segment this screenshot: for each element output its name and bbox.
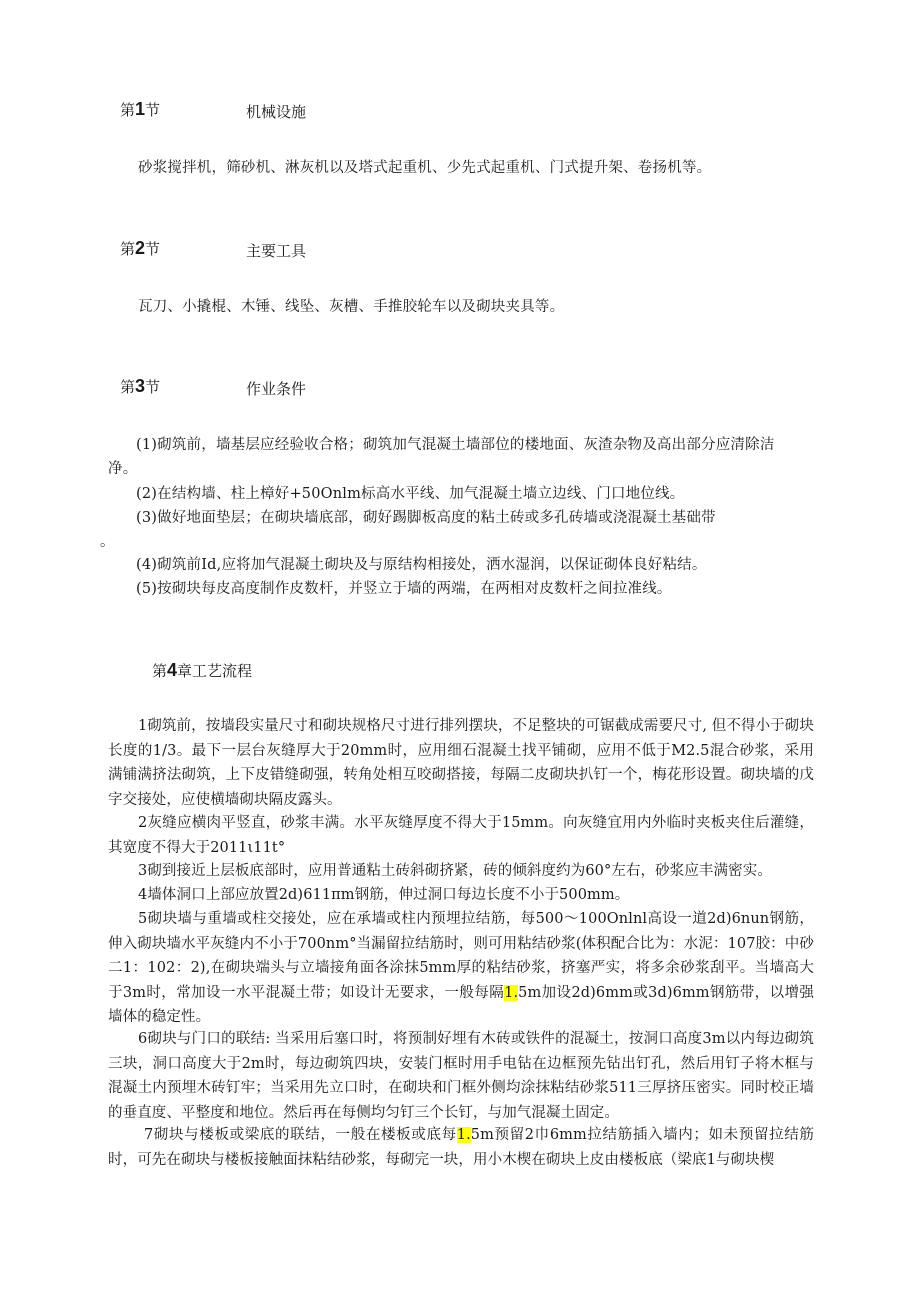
highlighted-number: 1. bbox=[504, 984, 519, 1001]
section-3-heading bbox=[120, 376, 160, 397]
section-prefix: 第 bbox=[120, 240, 136, 258]
chapter-number: 4 bbox=[167, 660, 178, 680]
chapter-4-heading bbox=[152, 660, 252, 681]
section-2-title: 主要工具 bbox=[246, 242, 307, 260]
process-paragraph-5 bbox=[108, 907, 814, 1030]
section-2-heading bbox=[120, 238, 160, 259]
chapter-prefix: 第 bbox=[152, 662, 168, 680]
condition-item-1-cont: 净。 bbox=[108, 461, 138, 477]
section-number: 2 bbox=[135, 238, 146, 258]
section-suffix: 节 bbox=[145, 240, 161, 258]
section-prefix: 第 bbox=[120, 378, 136, 396]
condition-item-4: (4)砌筑前Id,应将加气混凝土砌块及与原结构相接处，洒水湿润，以保证砌体良好粘结。 bbox=[136, 557, 707, 573]
process-paragraph-2: 2灰缝应横肉平竖直，砂浆丰满。水平灰缝厚度不得大于15mm。向灰缝宜用内外临时夹板夹住后灌缝，其宽度不得大于2011ι11t° bbox=[108, 815, 814, 856]
paragraph-5-text-a: 5砌块墙与重墙或柱交接处，应在承墙或柱内预埋拉结筋，每500～100Onlnl高设一道2d)6nun钢筋，伸入砌块墙水平灰缝内不小于700nm°当漏留拉结筋时，则可用粘结砂浆(体积配合比为：水泥：107胶：中砂二1：102：2),在砌块端头与立墙接角面各涂抹5mm厚的粘结砂浆，挤塞严实，将多余砂浆刮平。当墙高大于3m时，常加设一水平混凝土带；如设计无要求，一般每隔 bbox=[108, 911, 814, 1001]
paragraph-7-text-b: 5m预留2巾6mm拉结筋插入墙内；如未预留拉结筋时，可先在砌块与楼板接触面抹粘结砂浆，每砌完一块，用小木楔在砌块上皮由楼板底（梁底1与砌块楔 bbox=[108, 1127, 814, 1168]
process-paragraph-4: 4墙体洞口上部应放置2d)611πm钢筋，伸过洞口每边长度不小于500mm。 bbox=[138, 887, 630, 903]
chapter-title: 章工艺流程 bbox=[177, 662, 253, 680]
section-suffix: 节 bbox=[145, 378, 161, 396]
paragraph-5-text-b: 5m加设2d)6mm或3d)6mm钢筋带，以增强墙体的稳定性。 bbox=[108, 984, 814, 1025]
section-1-text: 砂浆搅拌机，筛砂机、淋灰机以及塔式起重机、少先式起重机、门式提升架、卷扬机等。 bbox=[138, 160, 712, 176]
section-2-text: 瓦刀、小撬棍、木锤、线坠、灰槽、手推胶轮车以及砌块夹具等。 bbox=[138, 299, 565, 315]
section-1-title: 机械设施 bbox=[246, 103, 307, 121]
condition-item-5: (5)按砌块每皮高度制作皮数杆，并竖立于墙的两端，在两相对皮数杆之间拉准线。 bbox=[136, 581, 672, 597]
process-paragraph-3: 3砌到接近上层板底部时，应用普通粘土砖斜砌挤紧，砖的倾斜度约为60°左右，砂浆应丰满密实。 bbox=[138, 863, 772, 879]
condition-item-2: (2)在结构墙、柱上樟好+50Onlm标高水平线、加气混凝土墙立边线、门口地位线。 bbox=[136, 486, 685, 502]
condition-item-3: (3)做好地面垫层；在砌块墙底部，砌好踢脚板高度的粘土砖或多孔砖墙或浇混凝土基础带 bbox=[136, 510, 716, 526]
section-suffix: 节 bbox=[145, 101, 161, 119]
section-number: 1 bbox=[135, 99, 146, 119]
process-paragraph-7 bbox=[108, 1123, 814, 1172]
section-prefix: 第 bbox=[120, 101, 136, 119]
section-number: 3 bbox=[135, 376, 146, 396]
highlighted-number: 1. bbox=[456, 1127, 471, 1143]
paragraph-7-text-a: 7砌块与楼板或梁底的联结，一般在楼板或底每 bbox=[144, 1127, 457, 1143]
section-3-title: 作业条件 bbox=[246, 380, 307, 398]
section-1-heading bbox=[120, 99, 160, 120]
process-paragraph-1: 1砌筑前，按墙段实量尺寸和砌块规格尺寸进行排列摆块，不足整块的可锯截成需要尺寸, 但不得小于砌块长度的1/3。最下一层台灰缝厚大于20mm时，应用细石混凝土找平铺砌，应用不低于M2.5混合砂浆，采用满铺满挤法砌筑，上下皮错缝砌强，转角处相互咬砌搭接，每隔二皮砌块扒钉一个，梅花形设置。砌块墙的戊字交接处，应使横墙砌块隔皮露头。 bbox=[108, 718, 814, 808]
condition-item-3-cont: 。 bbox=[100, 534, 115, 550]
condition-item-1: (1)砌筑前，墙基层应经验收合格；砌筑加气混凝土墙部位的楼地面、灰渣杂物及高出部分应清除洁 bbox=[136, 437, 775, 453]
process-paragraph-6: 6砌块与门口的联结: 当采用后塞口时，将预制好埋有木砖或铁件的混凝土，按洞口高度3m以内每边砌筑三块，洞口高度大于2m时，每边砌筑四块，安装门框时用手电钻在边框预先钻出钉孔，然后用钉子将木框与混凝土内预埋木砖钉牢；当采用先立口时，在砌块和门框外侧均涂抹粘结砂浆511三厚挤压密实。同时校正墙的垂直度、平整度和地位。然后再在每侧均匀钉三个长钉，与加气混凝土固定。 bbox=[108, 1031, 814, 1121]
